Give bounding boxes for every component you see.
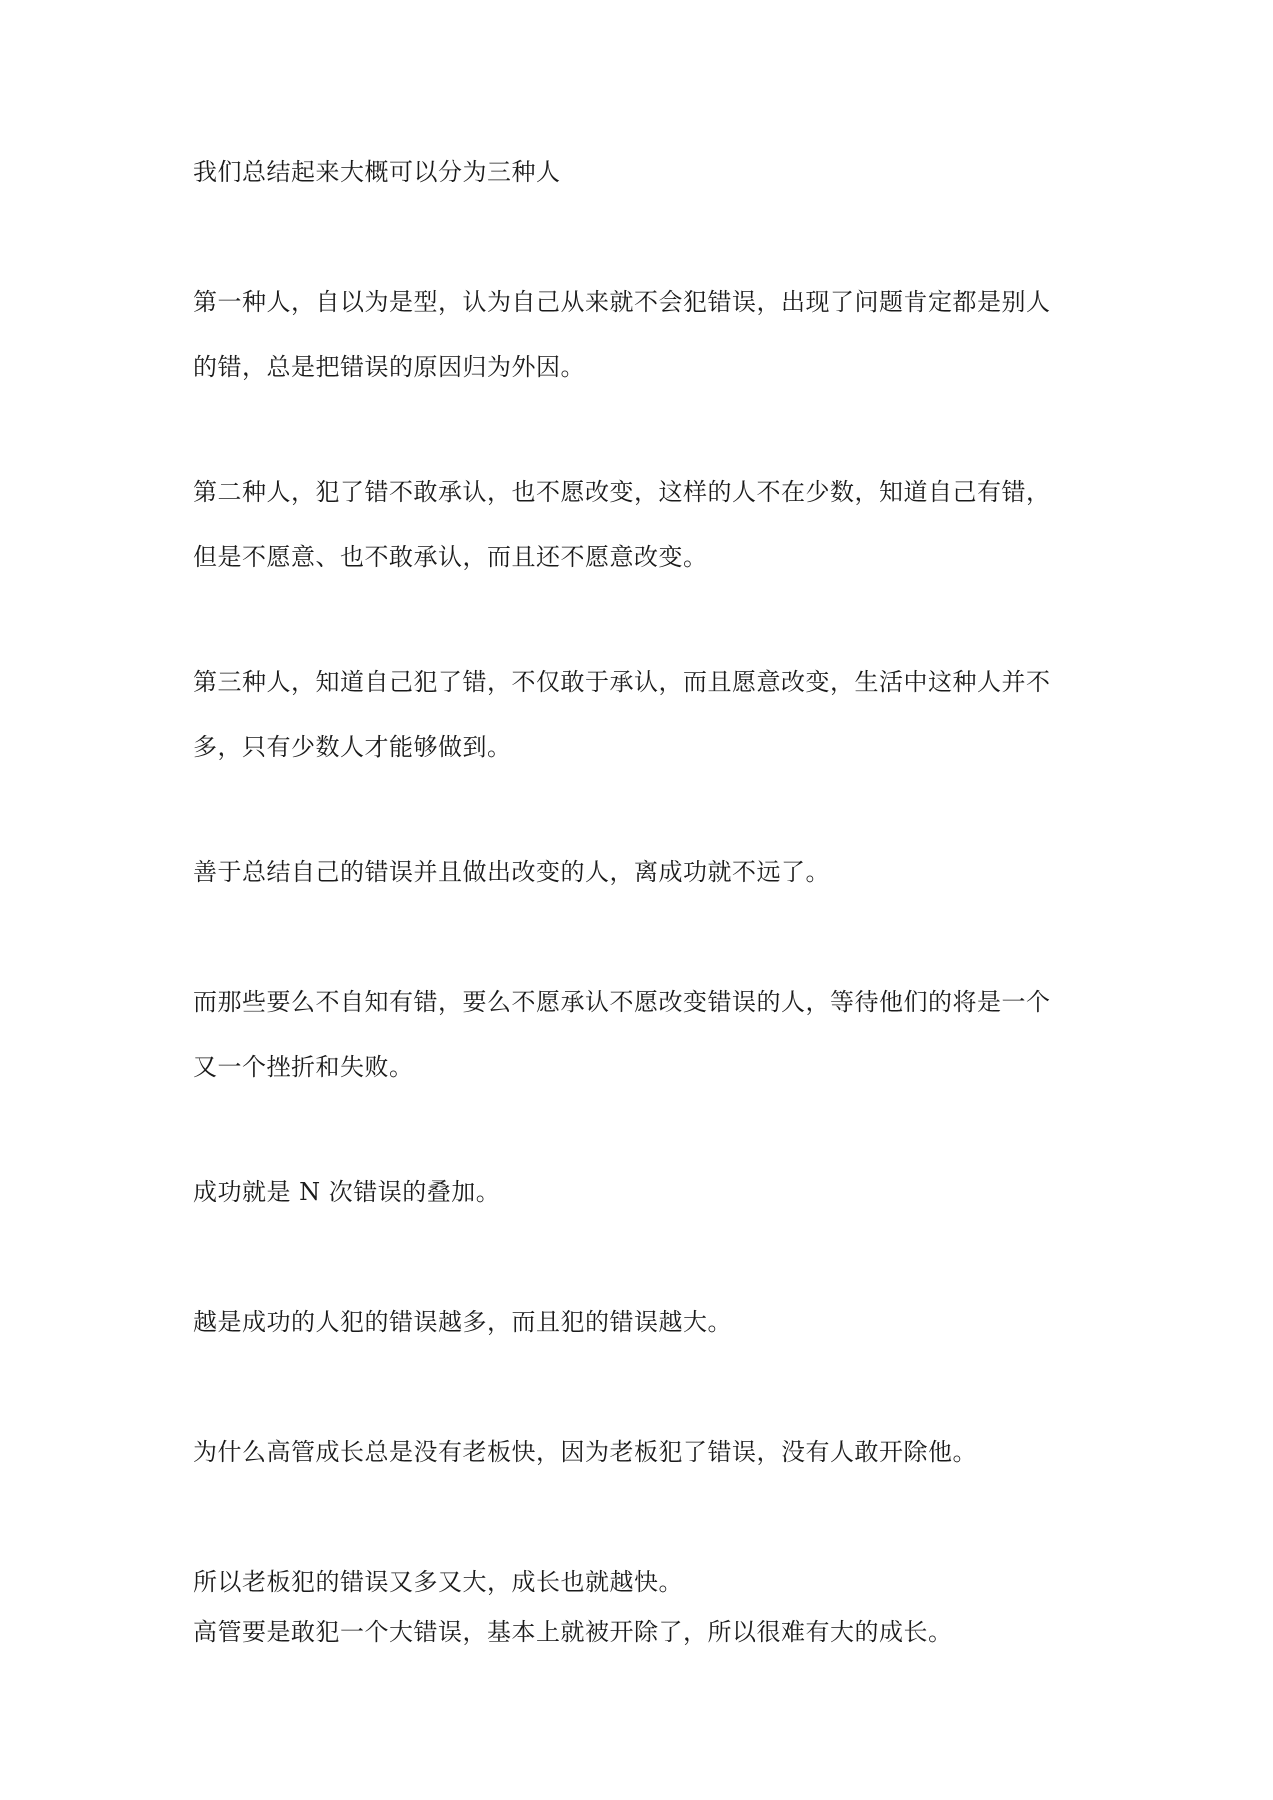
text-line: 善于总结自己的错误并且做出改变的人，离成功就不远了。 — [193, 858, 830, 886]
text-line: 越是成功的人犯的错误越多，而且犯的错误越大。 — [193, 1308, 732, 1336]
text-line: 我们总结起来大概可以分为三种人 — [193, 158, 561, 186]
text-line: 而那些要么不自知有错，要么不愿承认不愿改变错误的人，等待他们的将是一个 — [193, 988, 1051, 1016]
text-line: 第三种人，知道自己犯了错，不仅敢于承认，而且愿意改变，生活中这种人并不 — [193, 668, 1051, 696]
text-line: 第二种人，犯了错不敢承认，也不愿改变，这样的人不在少数，知道自己有错， — [193, 478, 1051, 506]
text-line: 多，只有少数人才能够做到。 — [193, 733, 512, 761]
text-line: 但是不愿意、也不敢承认，而且还不愿意改变。 — [193, 543, 708, 571]
text-line: 第一种人，自以为是型，认为自己从来就不会犯错误，出现了问题肯定都是别人 — [193, 288, 1051, 316]
text-line: 所以老板犯的错误又多又大，成长也就越快。 — [193, 1568, 683, 1596]
text-line: 的错，总是把错误的原因归为外因。 — [193, 353, 585, 381]
text-line: 高管要是敢犯一个大错误，基本上就被开除了，所以很难有大的成长。 — [193, 1618, 953, 1646]
text-line: 又一个挫折和失败。 — [193, 1053, 414, 1081]
text-line: 为什么高管成长总是没有老板快，因为老板犯了错误，没有人敢开除他。 — [193, 1438, 977, 1466]
text-line: 成功就是 N 次错误的叠加。 — [193, 1178, 501, 1206]
